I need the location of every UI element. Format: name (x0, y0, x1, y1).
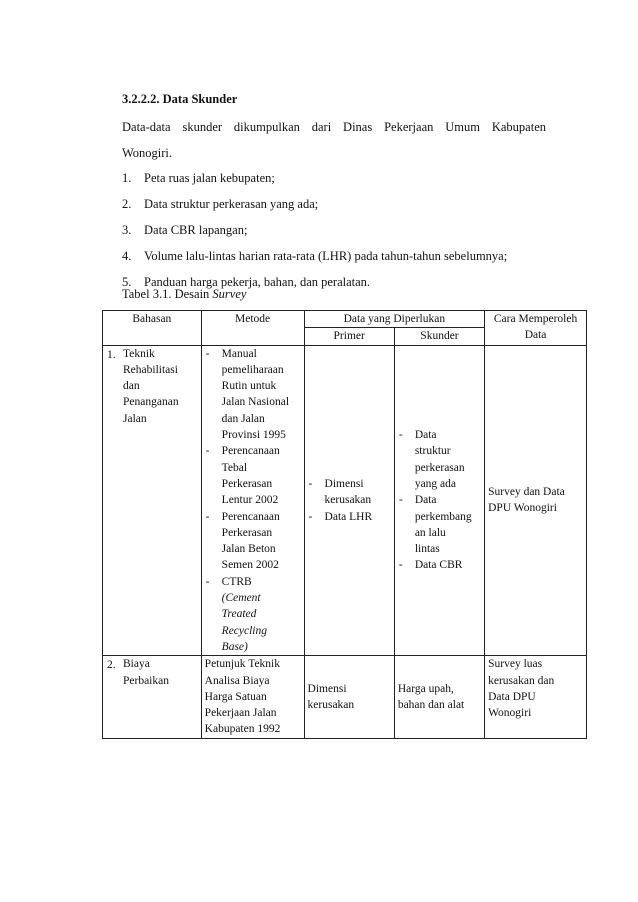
list-item: - Data LHR (308, 509, 391, 525)
header-data-diperlukan: Data yang Diperlukan (304, 311, 485, 328)
list-item: 3. Data CBR lapangan; (122, 223, 248, 237)
list-item: 2. Data struktur perkerasan yang ada; (122, 197, 319, 211)
header-skunder: Skunder (394, 328, 484, 345)
list-item: - Perencanaan Perkerasan Jalan Beton Semen 2002 (205, 509, 301, 574)
cell-cara: Survey luas kerusakan dan Data DPU Wonogiri (485, 656, 587, 738)
cell-bahasan: 1. Teknik Rehabilitasi dan Penanganan Jalan (103, 345, 202, 656)
paragraph-line-2: Wonogiri. (122, 146, 173, 160)
list-item: - Manual pemeliharaan Rutin untuk Jalan Nasional dan Jalan Provinsi 1995 (205, 346, 301, 444)
paragraph-line-1: Data-data skunder dikumpulkan dari Dinas Pekerjaan Umum Kabupaten (122, 120, 546, 134)
section-heading: 3.2.2.2. Data Skunder (122, 92, 238, 106)
list-item: 1. Peta ruas jalan kebupaten; (122, 171, 275, 185)
survey-table (102, 310, 587, 739)
list-item: - Perencanaan Tebal Perkerasan Lentur 2002 (205, 443, 301, 508)
list-item: 4. Volume lalu-lintas harian rata-rata (LHR) pada tahun-tahun sebelumnya; (122, 249, 508, 263)
header-primer: Primer (304, 328, 394, 345)
cell-bahasan: 2. Biaya Perbaikan (103, 656, 202, 738)
table-row (103, 656, 587, 738)
data-list (122, 165, 507, 295)
list-item: - Dimensi kerusakan (308, 476, 391, 509)
cell-cara: Survey dan Data DPU Wonogiri (485, 345, 587, 656)
table-caption: Tabel 3.1. Desain Survey (122, 287, 247, 301)
list-item: - Data struktur perkerasan yang ada (398, 427, 481, 492)
cell-primer (304, 345, 394, 656)
cell-metode: Petunjuk Teknik Analisa Biaya Harga Satuan Pekerjaan Jalan Kabupaten 1992 (201, 656, 304, 738)
header-metode: Metode (201, 311, 304, 346)
header-cara-memperoleh: Cara Memperoleh Data (485, 311, 587, 346)
cell-primer: Dimensi kerusakan (304, 656, 394, 738)
cell-metode (201, 345, 304, 656)
list-item: - Data perkembang an lalu lintas (398, 492, 481, 557)
list-item: 5. Panduan harga pekerja, bahan, dan peralatan. (122, 275, 371, 289)
table-row (103, 345, 587, 656)
cell-skunder (394, 345, 484, 656)
list-item: - CTRB (Cement Treated Recycling Base) (205, 574, 301, 655)
cell-skunder: Harga upah, bahan dan alat (394, 656, 484, 738)
header-bahasan: Bahasan (103, 311, 202, 346)
list-item: - Data CBR (398, 557, 481, 573)
